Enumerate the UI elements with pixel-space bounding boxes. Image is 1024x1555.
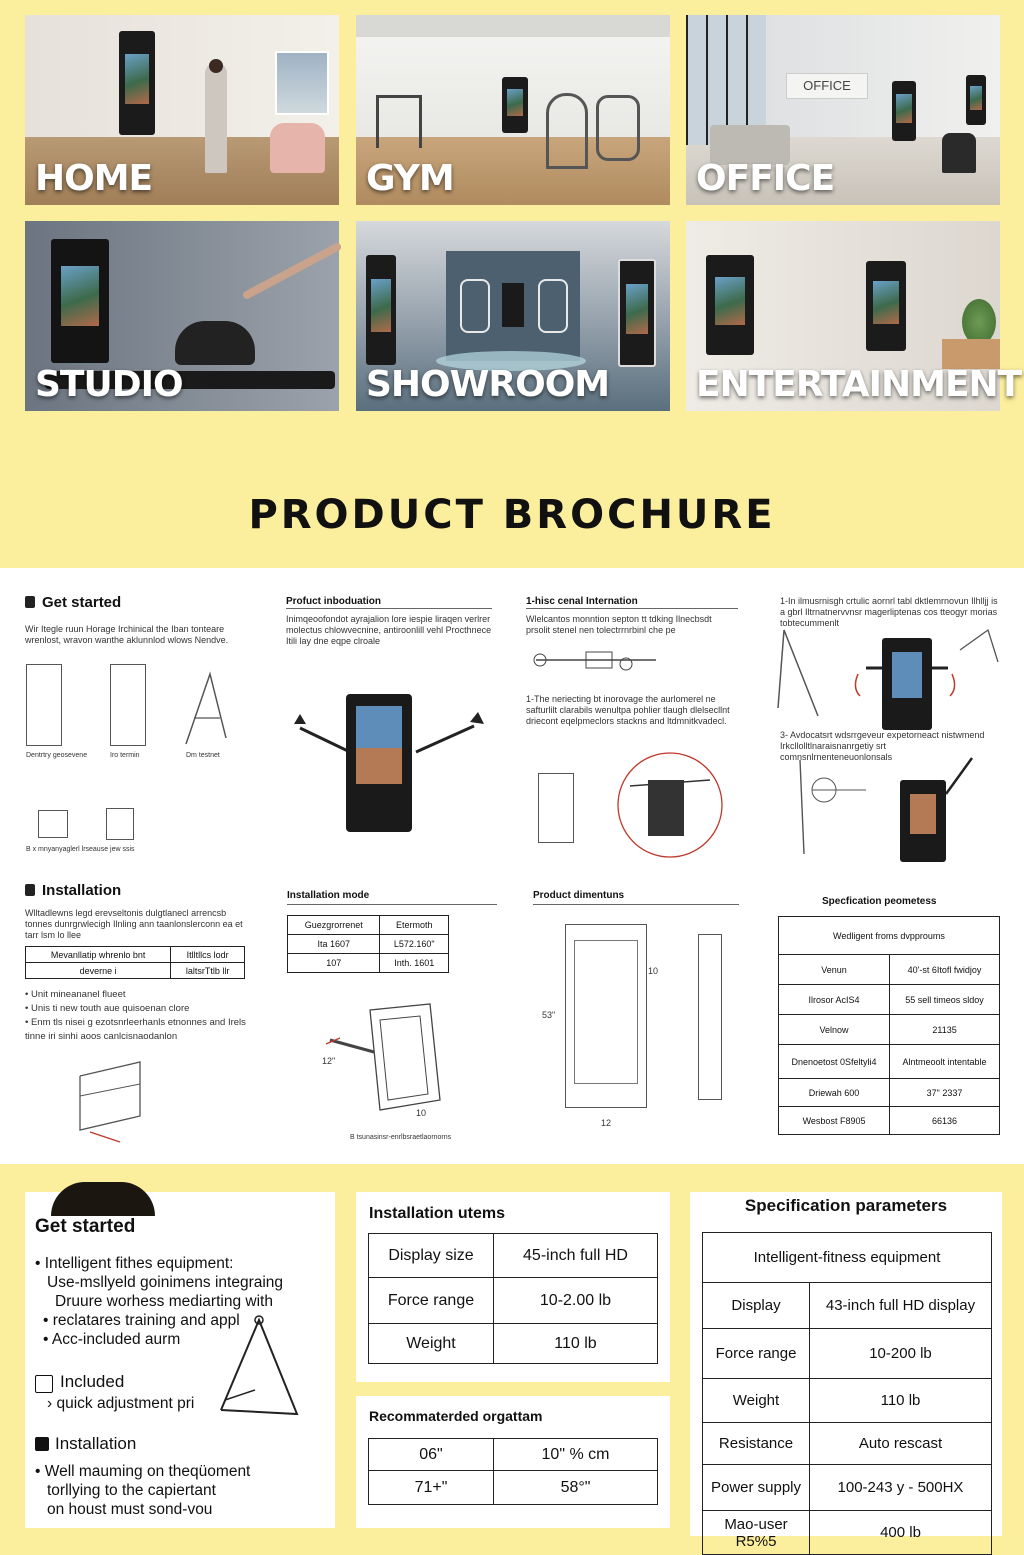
table-cell: L572.160" [380,935,449,954]
list-item: • reclatares training and appl [43,1312,240,1329]
table-cell: Display size [369,1234,494,1278]
mirror-diagram [38,810,68,838]
table-cell: 10-2.00 lb [494,1278,658,1324]
table-cell: Mao-user R5%5 [703,1511,810,1555]
list-item: on houst must sond-vou [47,1501,213,1518]
section-text: 3- Avdocatsrt wdsrrgeveur expetorneact nistwmend Irkcllolltlnaraisnanrgetiy srt comnsnlrnenteneuonlonsals [780,730,985,762]
table-cell: Venun [779,955,890,985]
exercise-machine [596,95,640,161]
panel-title: Specification parameters [744,1196,948,1215]
armchair [270,123,325,173]
smart-mirror [502,77,528,133]
table-cell: 21135 [890,1015,1000,1045]
exercise-machine [546,93,588,169]
table-cell: Auto rescast [810,1423,992,1465]
recommended-table [368,1438,658,1505]
table-cell: 43-inch full HD display [810,1283,992,1329]
table-cell: Weight [703,1379,810,1423]
panel-title: Recommaterded orgattam [369,1408,543,1424]
device-top [51,1182,155,1216]
table-cell: 66136 [890,1107,1000,1135]
installation-items-table [368,1233,658,1364]
diagram-caption: B tsunasinsr-enrlbsraetlaornorns [350,1134,452,1141]
list-item: torllying to the capiertant [47,1482,216,1499]
scene-label: SHOWROOM [366,364,610,405]
dimension-label: 12" [322,1056,336,1066]
table-cell: Ita 1607 [288,935,380,954]
mirror-side-diagram [698,934,722,1100]
table-cell: Itlltllcs lodr [171,947,245,963]
smart-mirror [366,255,396,365]
table-cell: Dnenoetost 0Sfeltyli4 [779,1045,890,1079]
diagram-caption: Iro termin [110,752,140,759]
product-diagram [286,688,496,838]
table-cell: Display [703,1283,810,1329]
smart-mirror [51,239,109,363]
chair [942,133,976,173]
stand-diagram [180,668,230,748]
table-cell: Driewah 600 [779,1079,890,1107]
panel-title: Get started [35,1216,136,1237]
mode-table [287,915,449,973]
subsection-title: Installation [55,1434,137,1453]
scene-tile-showroom[interactable] [356,221,670,411]
section-title: Installation mode [287,890,370,901]
list-item: Use-msllyeld goinimens integraing [47,1274,284,1291]
section-text: Inimqeoofondot ayrajalion lore iespie liraqen verlrer molectus chlowvecnine, antiroonlill vehl Procthnece Itili lay dne eqpe clroale [286,614,492,646]
document-icon [25,596,35,608]
list-item: • Enm tls nisei g ezotsnrleerhanls etnonnes and Irels tinne iri sinhi aoos canlcisnaodanlon [25,1017,246,1042]
table-cell: 37" 2337 [890,1079,1000,1107]
scene-tile-office[interactable] [686,15,1000,205]
scene-tile-entertainment[interactable] [686,221,1022,411]
section-text: Wir Itegle ruun Horage Irchinical the Iban tonteare wrenlost, wravon wanthe aklunnlod wlows Nendve. [25,624,229,645]
specification-panel [690,1192,1002,1550]
list-item: • Intelligent fithes equipment: [35,1255,234,1272]
scene-label: OFFICE [696,158,835,199]
scene-tile-gym[interactable] [356,15,670,205]
document-icon [35,1437,49,1451]
wall-art [275,51,329,115]
table-cell: 100-243 y - 500HX [810,1465,992,1511]
gym-rack [376,95,422,148]
panel-title: Installation utems [369,1205,506,1222]
attach-diagram [790,754,1000,866]
smart-mirror [119,31,155,135]
smart-mirror [892,81,916,141]
box-icon [35,1375,53,1393]
bracket-diagram [60,1056,160,1146]
table-cell: 45-inch full HD [494,1234,658,1278]
mirror-diagram [106,808,134,840]
smart-mirror [618,259,656,367]
mirror-diagram [26,664,62,746]
table-cell: deverne i [26,963,171,979]
list-item: › quick adjustment pri [47,1395,195,1412]
section-text: Wlelcantos monntion septon tt tdking Ilnecbsdt prsolit stenel nen tolectrrnrbinl che pe [526,614,712,635]
table-cell: Force range [369,1278,494,1324]
table-cell: Velnow [779,1015,890,1045]
list-item: • Acc-included aurm [43,1331,181,1348]
dimension-label: 10 [648,966,659,976]
diagram-caption: Dm testnet [186,752,220,759]
section-text: 1-In ilmusrnisgh crtulic aornrl tabl dktlemrnovun Ilhlljj is a gbrl Iltrnatnervvnsr magerliptenas cos tteogyr morias tobtecummenlt [780,596,998,628]
table-cell: 107 [288,954,380,973]
mount-diagram [770,624,1010,734]
mirror-diagram [110,664,146,746]
section-text: 1-The neriecting bt inorovage the aurlomerel ne safturlilt clarabils wenultpa pohlier tlaugh dlelsecllnt driecont eqelpmeclors stackns and ltdmnitkvadecl. [526,694,730,726]
section-text: Wlltadlewns legd erevseltonis dulgtlanecl arrencsb tonnes dunrgrwlecigh Ilnling ann taanlonslerconn ea et tarr lsm lo llee [25,908,243,940]
list-item: • Unit mineananel flueet [25,989,126,1000]
list-item: Druure worhess mediarting with [55,1293,273,1310]
scene-label: STUDIO [35,364,183,405]
section-title: Product dimentuns [533,890,625,901]
table-cell: 40'-st 6Itofl fwidjoy [890,955,1000,985]
subsection-title: Included [60,1372,125,1391]
get-started-panel [25,1192,335,1528]
dimension-label: 53" [542,1010,556,1020]
section-title: 1-hisc cenal Internation [526,596,638,607]
section-title: Get started [42,594,122,611]
table-header: Guezgrorrenet [288,916,380,935]
table-cell: 71+" [369,1471,494,1505]
dimension-label: 12 [601,1118,612,1128]
list-item: • Unis ti new touth aue quisoenan clore [25,1003,190,1014]
cable-diagram [526,640,666,680]
table-cell: 55 sell timeos sldoy [890,985,1000,1015]
smart-mirror [966,75,986,125]
table-header: Etermoth [380,916,449,935]
section-title: Profuct inboduation [286,596,381,607]
office-sign: OFFICE [786,73,868,99]
scene-label: ENTERTAINMENT [696,364,1022,405]
table-cell: Resistance [703,1423,810,1465]
table-cell: Weight [369,1324,494,1364]
person-figure [205,63,227,173]
diagram-caption: Dentrtry geosevene [26,752,88,759]
table-cell: 110 lb [494,1324,658,1364]
table-header: Wedligent froms dvpproums [779,917,1000,955]
installation-table [25,946,245,979]
table-cell: Alntmeoolt intentable [890,1045,1000,1079]
table-cell: Wesbost F8905 [779,1107,890,1135]
brochure-title: PRODUCT BROCHURE [248,492,776,538]
person-figure [175,321,255,365]
table-cell: Force range [703,1329,810,1379]
table-cell: Power supply [703,1465,810,1511]
table-cell: 10" % cm [494,1439,658,1471]
table-cell: Inth. 1601 [380,954,449,973]
spec-table [778,916,1000,1135]
brochure-sheet [0,568,1024,1164]
recommended-panel [356,1396,670,1528]
table-cell: 110 lb [810,1379,992,1423]
smart-mirror [866,261,906,351]
section-title: Installation [42,882,122,899]
list-item: • Well mauming on theqüoment [35,1463,251,1480]
frame-diagram [320,1000,450,1130]
table-cell: 400 lb [810,1511,992,1555]
table-cell: Mevanllatip whrenlo bnt [26,947,171,963]
scene-label: HOME [35,158,153,199]
mirror-diagram [538,773,574,843]
table-cell: Ilrosor AcIS4 [779,985,890,1015]
scene-label: GYM [366,158,454,199]
table-cell: 58°" [494,1471,658,1505]
table-cell: 06" [369,1439,494,1471]
scene-tile-home[interactable] [25,15,339,205]
scene-tile-studio[interactable] [25,221,339,411]
table-header: Intelligent-fitness equipment [703,1233,992,1283]
table-cell: laltsrTtlb llr [171,963,245,979]
detail-diagram [600,750,740,860]
section-title: Specfication peometess [822,896,937,907]
specification-table [702,1232,992,1555]
installation-items-panel [356,1192,670,1382]
dimension-label: 10 [416,1108,427,1118]
stand-diagram [215,1310,305,1420]
diagram-caption: B x mnyanyaglerl lrseause jew ssis [26,846,135,853]
table-cell: 10-200 lb [810,1329,992,1379]
document-icon [25,884,35,896]
smart-mirror [706,255,754,355]
